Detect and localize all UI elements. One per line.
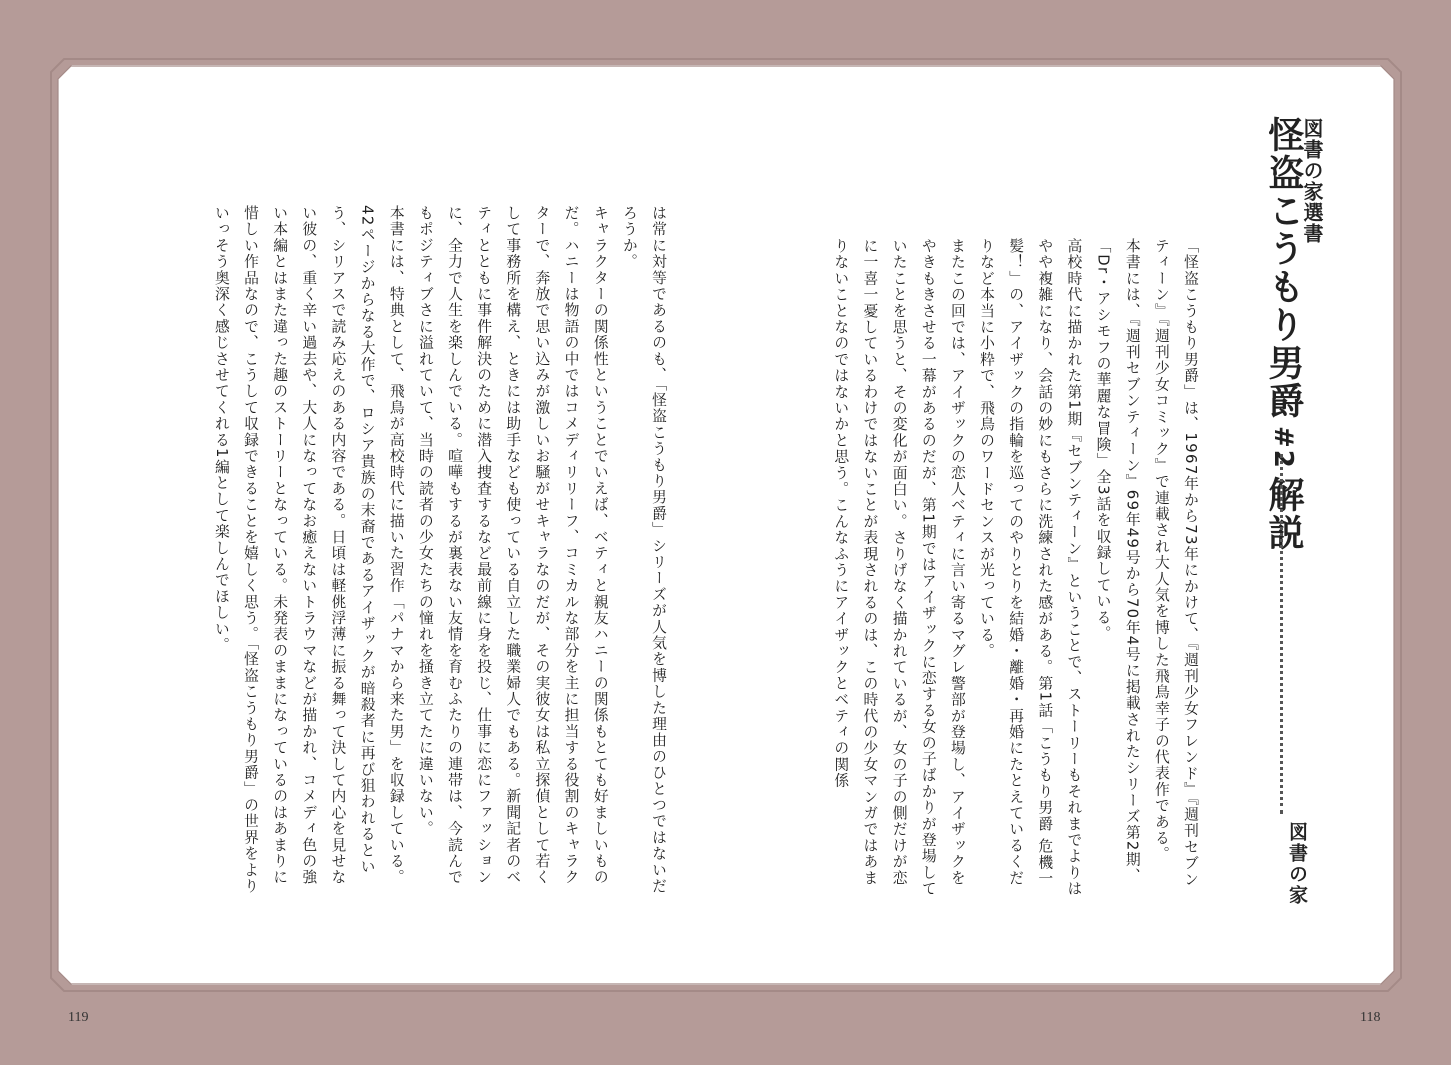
paragraph: 本書には、『週刊セブンティーン』69年49号から70年4号に掲載されたシリーズ第2期、「Dr・アシモフの華麗な冒険」全3話を収録している。 <box>1094 238 1141 885</box>
issue-number: #2 <box>1268 426 1298 470</box>
kaisetsu-label: 解説 <box>1263 475 1304 552</box>
body-text-upper <box>775 238 1205 900</box>
paragraph: は常に対等であるのも、「怪盗こうもり男爵」シリーズが人気を博した理由のひとつではないだろうか。 <box>620 205 667 895</box>
paragraph: 高校時代に描かれた第1期『セブンティーン』ということで、ストーリーもそれまでよりはやや複雑になり、会話の妙にもさらに洗練された感がある。第1話「こうもり男爵 危機一髪！」の、アイザックの指輪を巡ってのやりとりを結婚・離婚・再婚にたとえているくだりなど本当に小粋で、飛鳥のワードセンスが光っている。 <box>978 238 1083 897</box>
page-number-right: 118 <box>1360 1010 1381 1025</box>
title-text: 怪盗こうもり男爵 <box>1263 116 1304 420</box>
series-label: 図書の家選書 <box>1300 118 1324 244</box>
paragraph: またこの回では、アイザックの恋人ベティに言い寄るマグレ警部が登場し、アイザックをやきもきさせる一幕があるのだが、第1期ではアイザックに恋する女の子ばかりが登場していたことを思うと、その変化が面白い。さりげなく描かれているが、女の子の側だけが恋に一喜一憂しているわけではないことが表現されるのは、この時代の少女マンガではあまりないことなのではないかと思う。こんなふうにアイザックとベティの関係 <box>832 238 966 897</box>
paragraph: 本書には、特典として、飛鳥が高校時代に描いた習作「パナマから来た男」を収録している。42ページからなる大作で、ロシア貴族の末裔であるアイザックが暗殺者に再び狙われるという、シリアスで読み応えのある内容である。日頃は軽佻浮薄に振る舞って決して内心を見せない彼の、重く辛い過去や、大人になってなお癒えないトラウマなどが描かれ、コメディ色の強い本編とはまた違った趣のストーリーとなっている。未発表のままになっているのはあまりに惜しい作品なので、こうして収録できることを嬉しく思う。「怪盗こうもり男爵」の世界をよりいっそう奥深く感じさせてくれる1編として楽しんでほしい。 <box>212 205 405 895</box>
dotted-leader <box>1280 454 1287 814</box>
paragraph: キャラクターの関係性ということでいえば、ベティと親友ハニーの関係もとても好ましいものだ。ハニーは物語の中ではコメディリリーフ、コミカルな部分を主に担当する役割のキャラクターで、奔放で思い込みが激しいお騒がせキャラなのだが、その実彼女は私立探偵として若くして事務所を構え、ときには助手なども使っている自立した職業婦人でもある。新聞記者のベティとともに事件解決のために潜入捜査するなど最前線に身を投じ、仕事に恋にファッションに、全力で人生を楽しんでいる。喧嘩もするが裏表ない友情を育むふたりの連帯は、今読んでもポジティブさに溢れていて、当時の読者の少女たちの憧れを掻き立てたに違いない。 <box>416 205 609 886</box>
body-text-lower <box>108 205 673 900</box>
page-number-left: 119 <box>68 1010 89 1025</box>
paragraph: 「怪盗こうもり男爵」は、1967年から73年にかけて、『週刊少女フレンド』『週刊セブンティーン』『週刊少女コミック』で連載され大人気を博した飛鳥幸子の代表作である。 <box>1152 238 1199 888</box>
author-name: 図書の家 <box>1286 822 1308 906</box>
